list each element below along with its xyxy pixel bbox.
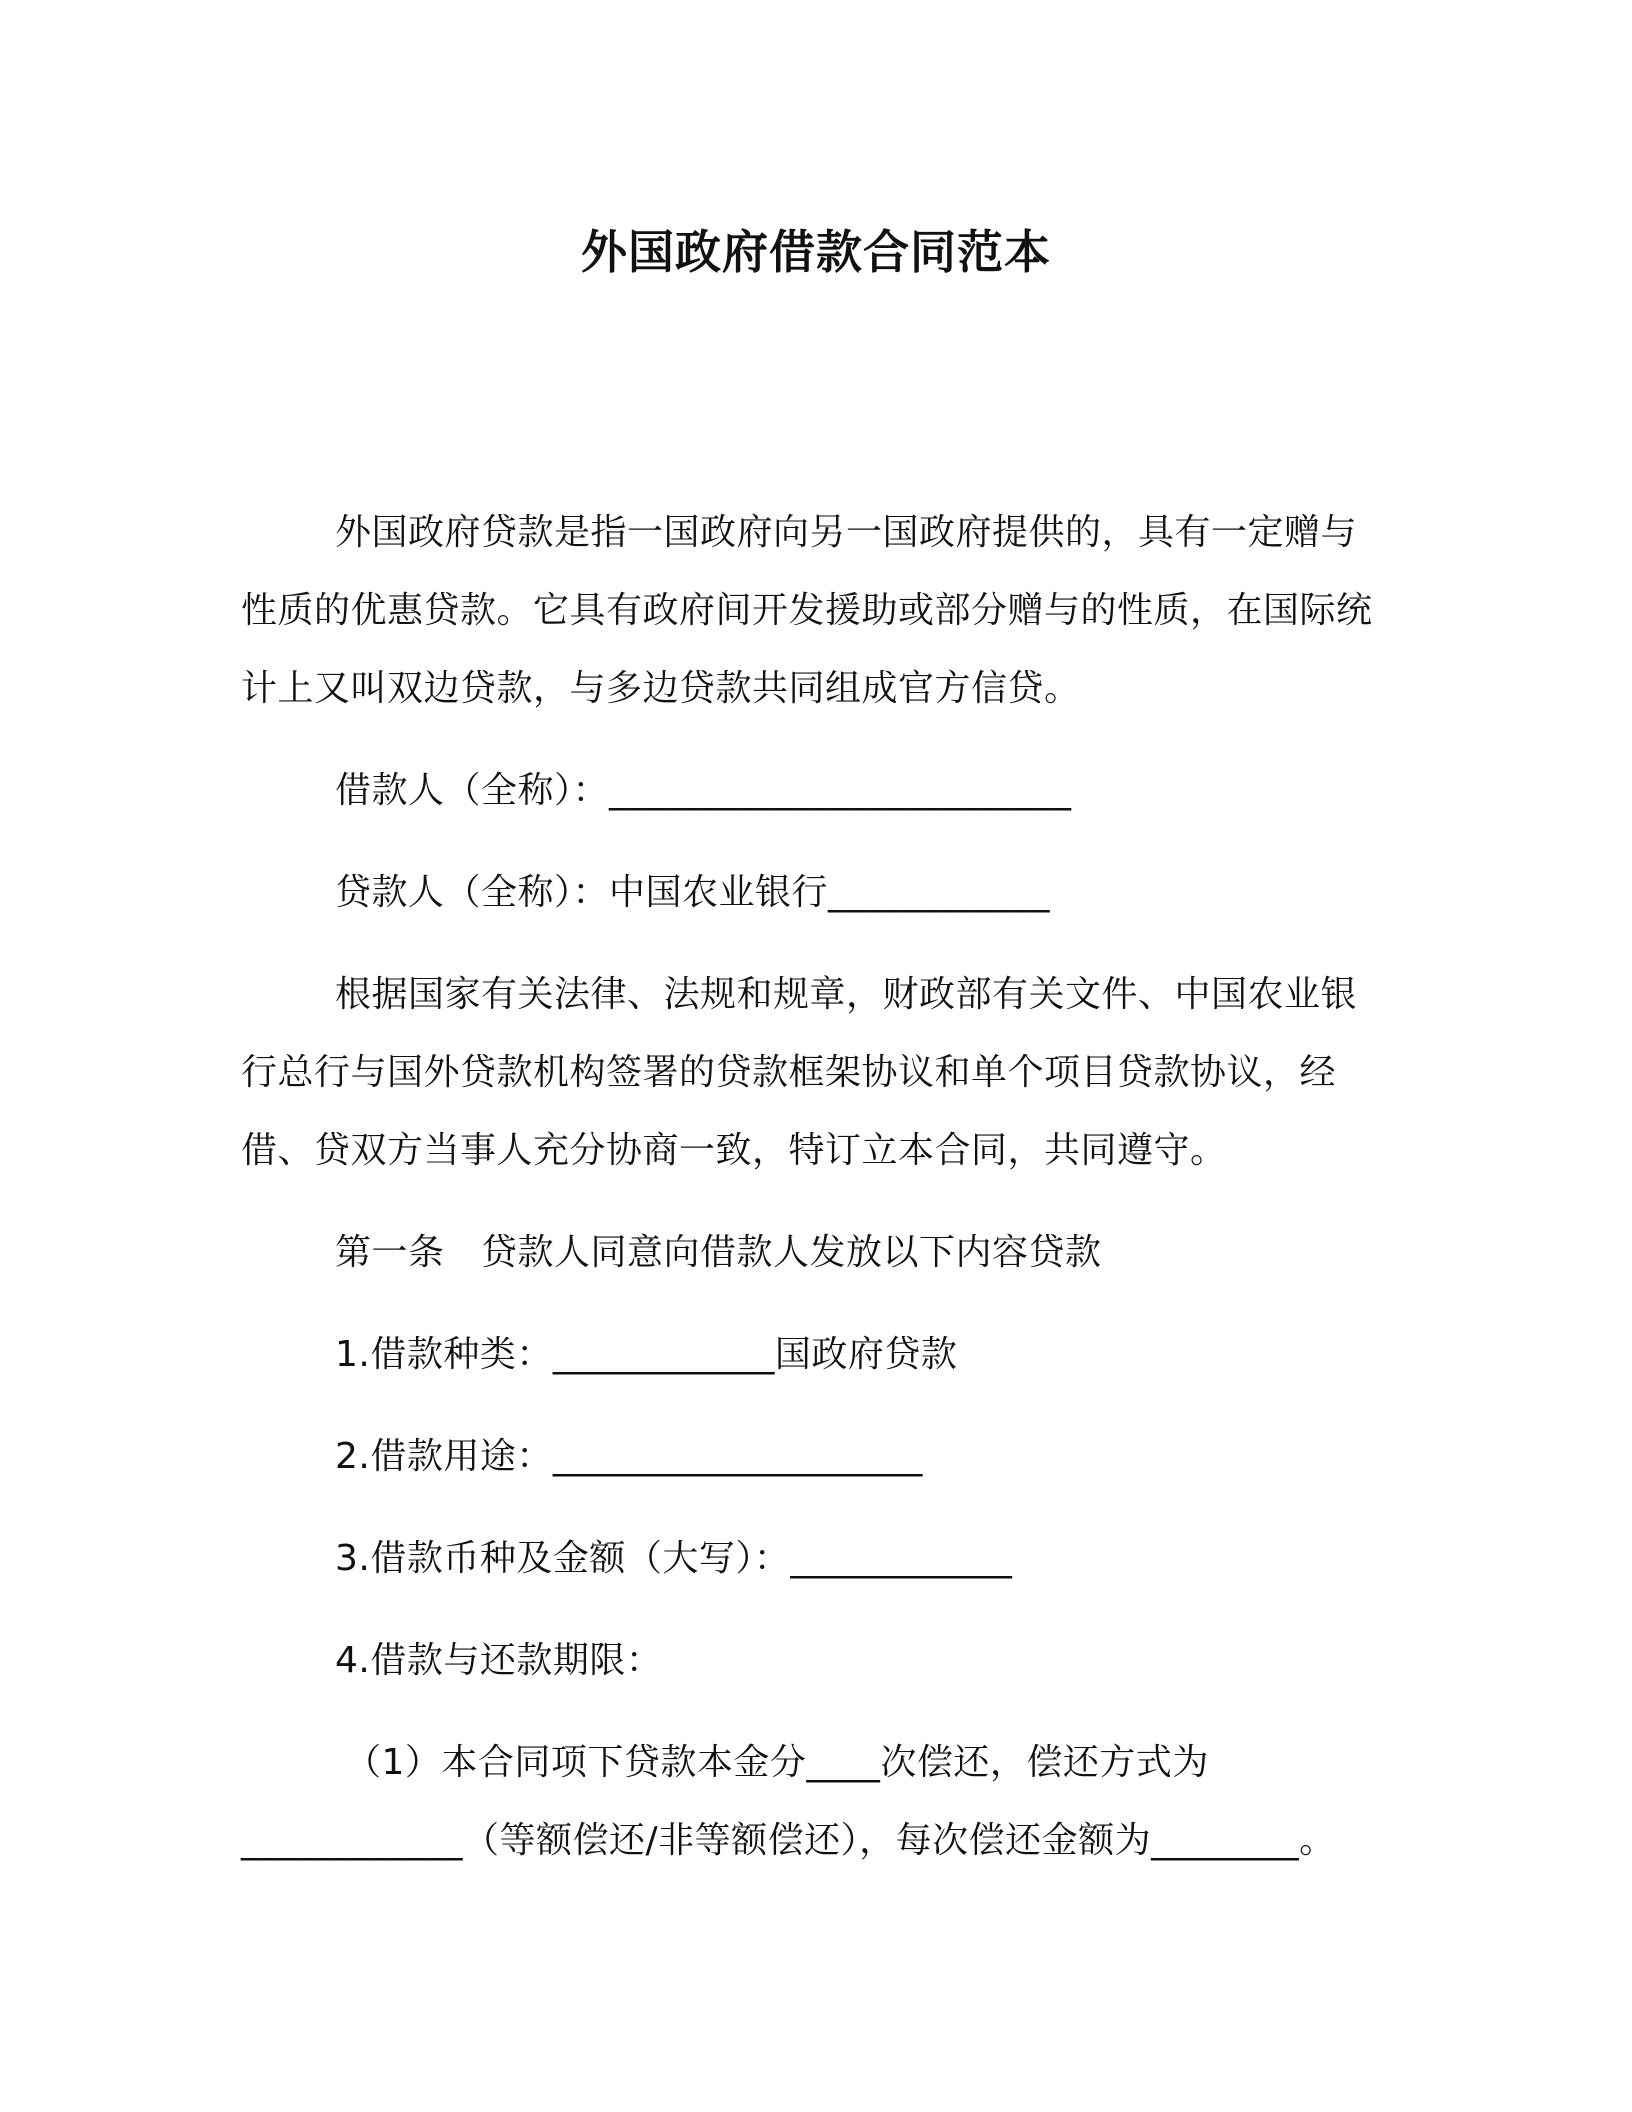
intro-paragraph: 外国政府贷款是指一国政府向另一国政府提供的，具有一定赠与性质的优惠贷款。它具有政府间开发援助或部分赠与的性质，在国际统计上又叫双边贷款，与多边贷款共同组成官方信贷。: [241, 512, 1373, 709]
item-currency-amount: 3.借款币种及金额（大写）：____________: [335, 1538, 1013, 1579]
document-title: 外国政府借款合同范本: [581, 225, 1051, 279]
lender-line: 贷款人（全称）：中国农业银行____________: [335, 872, 1051, 913]
subitem-repayment-line-1: （1）本合同项下贷款本金分____次偿还，偿还方式为: [345, 1742, 1209, 1783]
item-loan-type: 1.借款种类：____________国政府贷款: [335, 1334, 958, 1375]
borrower-line: 借款人（全称）：_________________________: [335, 770, 1072, 811]
document-body: [241, 494, 1391, 1880]
basis-paragraph: 根据国家有关法律、法规和规章，财政部有关文件、中国农业银行总行与国外贷款机构签署的贷款框架协议和单个项目贷款协议，经借、贷双方当事人充分协商一致，特订立本合同，共同遵守。: [241, 974, 1358, 1171]
item-loan-term: 4.借款与还款期限：: [335, 1640, 663, 1681]
item-loan-purpose: 2.借款用途：____________________: [335, 1436, 923, 1477]
article-1-heading: 第一条 贷款人同意向借款人发放以下内容贷款: [335, 1232, 1102, 1273]
subitem-repayment-line-2: ____________（等额偿还/非等额偿还），每次偿还金额为________。: [241, 1820, 1336, 1861]
